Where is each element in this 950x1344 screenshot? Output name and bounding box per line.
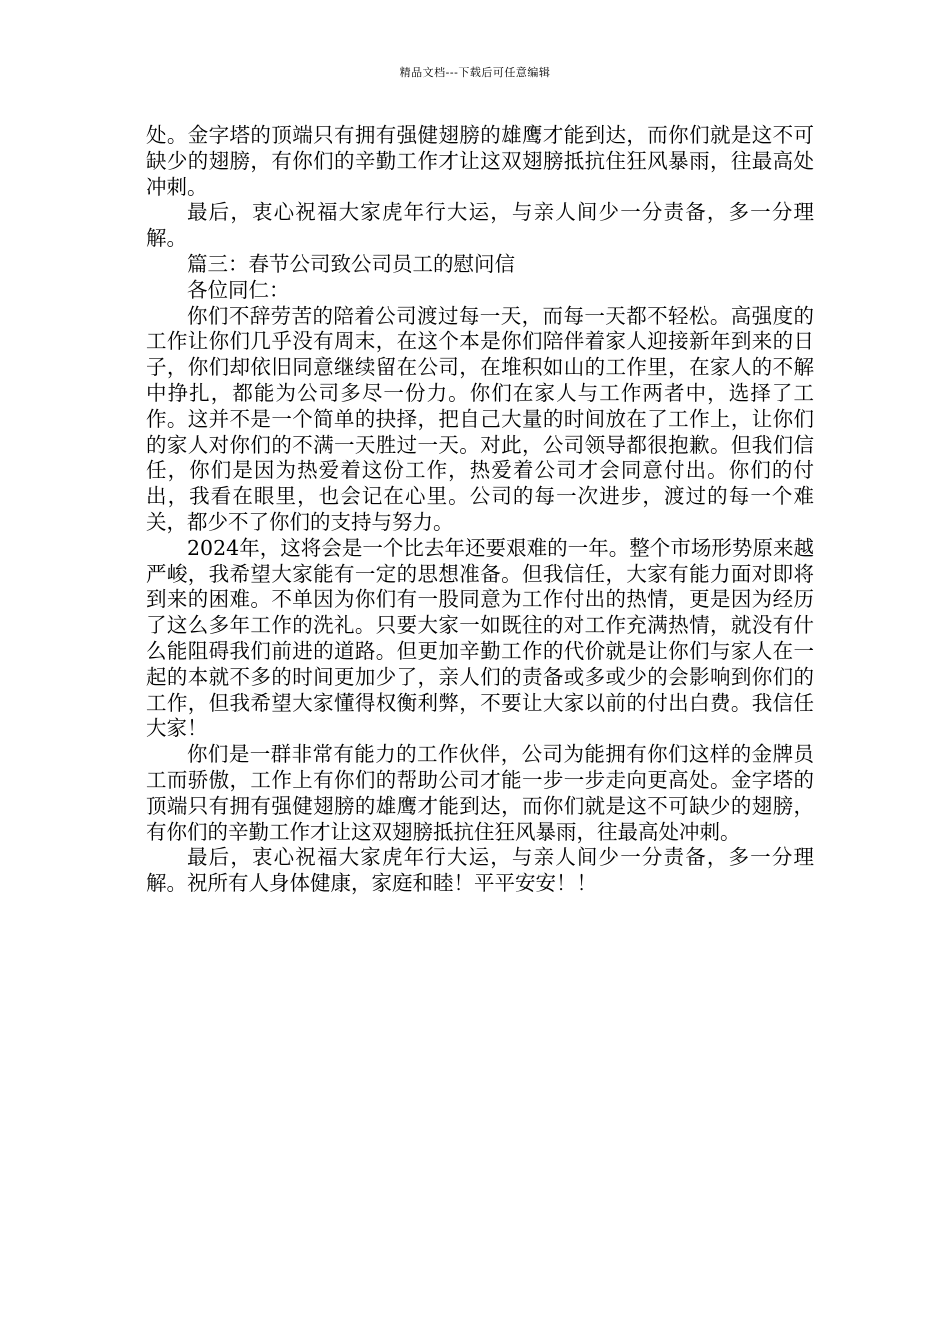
paragraph-closing-wish: 最后，衷心祝福大家虎年行大运，与亲人间少一分责备，多一分理解。	[146, 200, 814, 251]
paragraph-continuation: 处。金字塔的顶端只有拥有强健翅膀的雄鹰才能到达，而你们就是这不可缺少的翅膀，有你们的辛勤工作才让这双翅膀抵抗住狂风暴雨，往最高处冲刺。	[146, 123, 814, 199]
paragraph-body: 你们不辞劳苦的陪着公司渡过每一天，而每一天都不轻松。高强度的工作让你们几乎没有周末，在这个本是你们陪伴着家人迎接新年到来的日子，你们却依旧同意继续留在公司，在堆积如山的工作里，在家人的不解中挣扎，都能为公司多尽一份力。你们在家人与工作两者中，选择了工作。这并不是一个简单的抉择，把自己大量的时间放在了工作上，让你们的家人对你们的不满一天胜过一天。对此，公司领导都很抱歉。但我们信任，你们是因为热爱着这份工作，热爱着公司才会同意付出。你们的付出，我看在眼里，也会记在心里。公司的每一次进步，渡过的每一个难关，都少不了你们的支持与努力。	[146, 303, 814, 534]
paragraph-closing-wish: 最后，衷心祝福大家虎年行大运，与亲人间少一分责备，多一分理解。祝所有人身体健康，家庭和睦！平平安安！！	[146, 845, 814, 896]
paragraph-body: 2024年，这将会是一个比去年还要艰难的一年。整个市场形势原来越严峻，我希望大家能有一定的思想准备。但我信任，大家有能力面对即将到来的困难。不单因为你们有一股同意为工作付出的热情，更是因为经历了这么多年工作的洗礼。只要大家一如既往的对工作充满热情，就没有什么能阻碍我们前进的道路。但更加辛勤工作的代价就是让你们与家人在一起的本就不多的时间更加少了，亲人们的责备或多或少的会影响到你们的工作，但我希望大家懂得权衡利弊，不要让大家以前的付出白费。我信任大家！	[146, 535, 814, 741]
page-header: 精品文档---下载后可任意编辑	[399, 66, 551, 79]
document-body	[146, 123, 814, 897]
section-heading: 篇三：春节公司致公司员工的慰问信	[187, 251, 515, 276]
salutation: 各位同仁：	[187, 277, 290, 302]
paragraph-body: 你们是一群非常有能力的工作伙伴，公司为能拥有你们这样的金牌员工而骄傲，工作上有你们的帮助公司才能一步一步走向更高处。金字塔的顶端只有拥有强健翅膀的雄鹰才能到达，而你们就是这不可缺少的翅膀，有你们的辛勤工作才让这双翅膀抵抗住狂风暴雨，往最高处冲刺。	[146, 742, 814, 844]
